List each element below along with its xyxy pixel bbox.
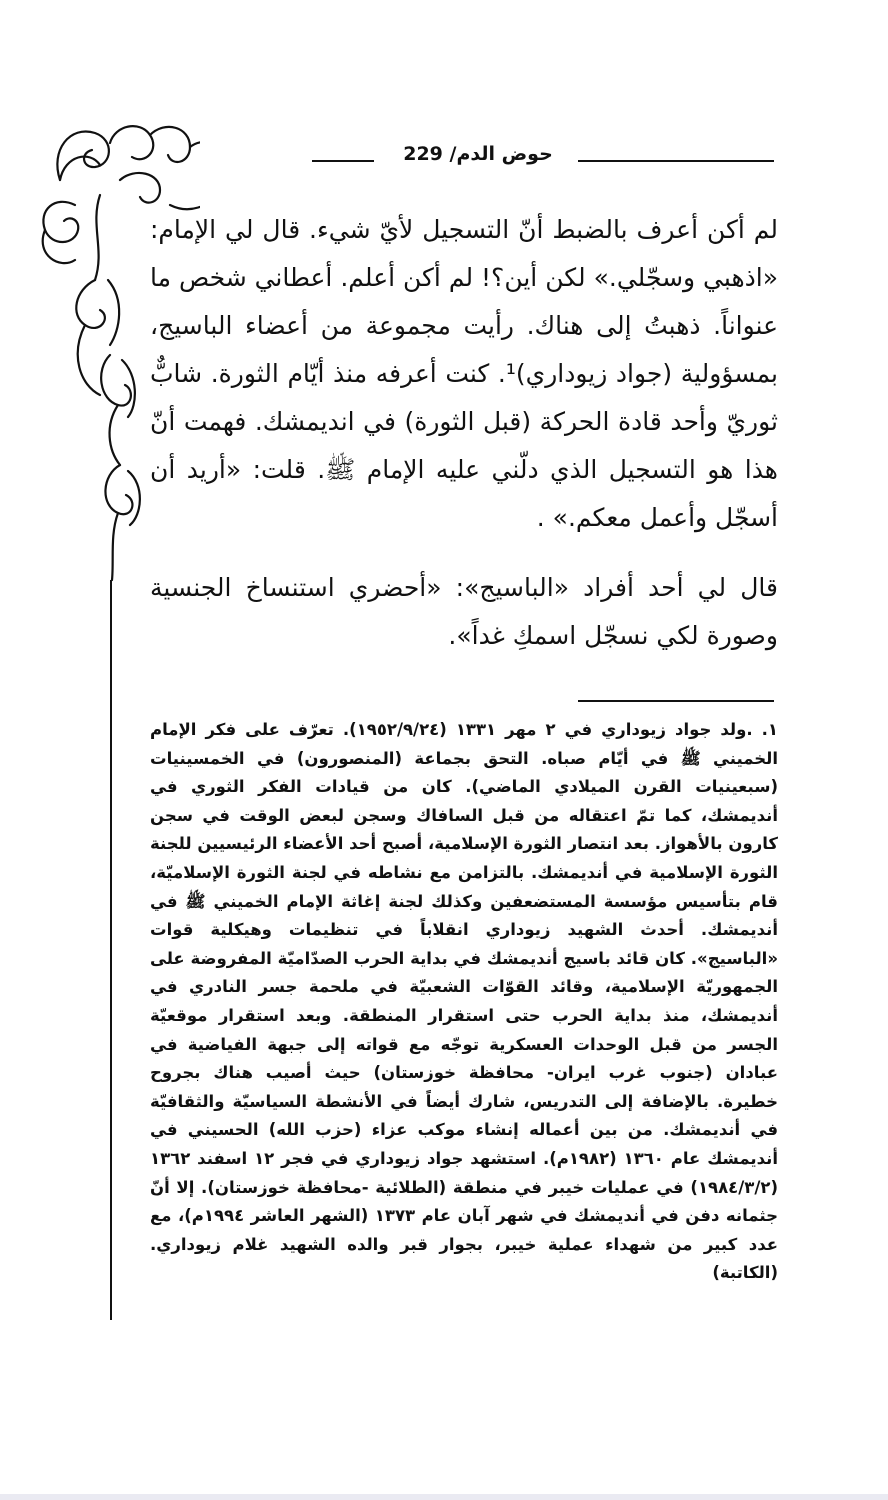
margin-vertical-line (110, 580, 112, 1320)
header-rule-left (312, 160, 374, 162)
footnote-separator (578, 700, 774, 702)
running-header: حوض الدم/ 229 (403, 143, 553, 165)
body-paragraph-1: لم أكن أعرف بالضبط أنّ التسجيل لأيّ شيء. قال لي الإمام: «اذهبي وسجّلي.» لكن أين؟! لم أكن أعلم. أعطاني شخص ما عنواناً. ذهبتُ إلى هناك. رأيت مجموعة من أعضاء الباسيج، بمسؤولية (جواد زيوداري)¹. كنت أعرفه منذ أيّام الثورة. شابٌّ ثوريّ وأحد قادة الحركة (قبل الثورة) في انديمشك. فهمت أنّ هذا هو التسجيل الذي دلّني عليه الإمام ﷺ. قلت: «أريد أن أسجّل وأعمل معكم.» . (149, 215, 778, 532)
footnote-text: ١. .ولد جواد زيوداري في ٢ مهر ١٣٣١ (١٩٥٢/٩/٢٤). تعرّف على فكر الإمام الخميني ﷺ في أيّام صباه. التحق بجماعة (المنصورون) في الخمسينيات (سبعينيات القرن الميلادي الماضي). كان من قيادات الفكر الثوري في أنديمشك، كما تمّ اعتقاله من قبل السافاك وسجن لبعض الوقت في سجن كارون بالأهواز. بعد انتصار الثورة الإسلامية، أصبح أحد الأعضاء الرئيسيين للجنة الثورة الإسلامية في أنديمشك. بالتزامن مع نشاطه في لجنة الثورة الإسلاميّة، قام بتأسيس مؤسسة المستضعفين وكذلك لجنة إغاثة الإمام الخميني ﷺ في أنديمشك. أحدث الشهيد زيوداري انقلاباً في تنظيمات وهيكلية قوات «الباسيج». كان قائد باسيج أنديمشك في بداية الحرب الصدّاميّة المفروضة على الجمهوريّة الإسلامية، وقائد القوّات الشعبيّة في ملحمة جسر النادري في أنديمشك، منذ بداية الحرب حتى استقرار المنطقة. وبعد استقرار موقعيّة الجسر من قبل الوحدات العسكرية توجّه مع قواته إلى جبهة الفياضية في عبادان (جنوب غرب ايران- محافظة خوزستان) حيث أصيب هناك بجروح خطيرة. بالإضافة إلى التدريس، شارك أيضاً في الأنشطة السياسيّة والثقافيّة في أنديمشك. من بين أعماله إنشاء موكب عزاء (حزب الله) الحسيني في أنديمشك عام ١٣٦٠ (١٩٨٢م). استشهد جواد زيوداري في فجر ١٢ اسفند ١٣٦٢ (١٩٨٤/٣/٢) في عمليات خيبر في منطقة (الطلائية -محافظة خوزستان). إلا أنّ جثمانه دفن في أنديمشك في شهر آبان عام ١٣٧٣ (الشهر العاشر ١٩٩٤م)، مع عدد كبير من شهداء عملية خيبر، بجوار قبر والده الشهيد غلام زيوداري. (الكاتبة) (150, 720, 778, 1283)
body-paragraph-2: قال لي أحد أفراد «الباسيج»: «أحضري استنساخ الجنسية وصورة لكي نسجّل اسمكِ غداً». (150, 573, 778, 650)
header-rule-right (578, 160, 774, 162)
main-text (150, 206, 778, 660)
page-bottom-edge (0, 1494, 888, 1500)
